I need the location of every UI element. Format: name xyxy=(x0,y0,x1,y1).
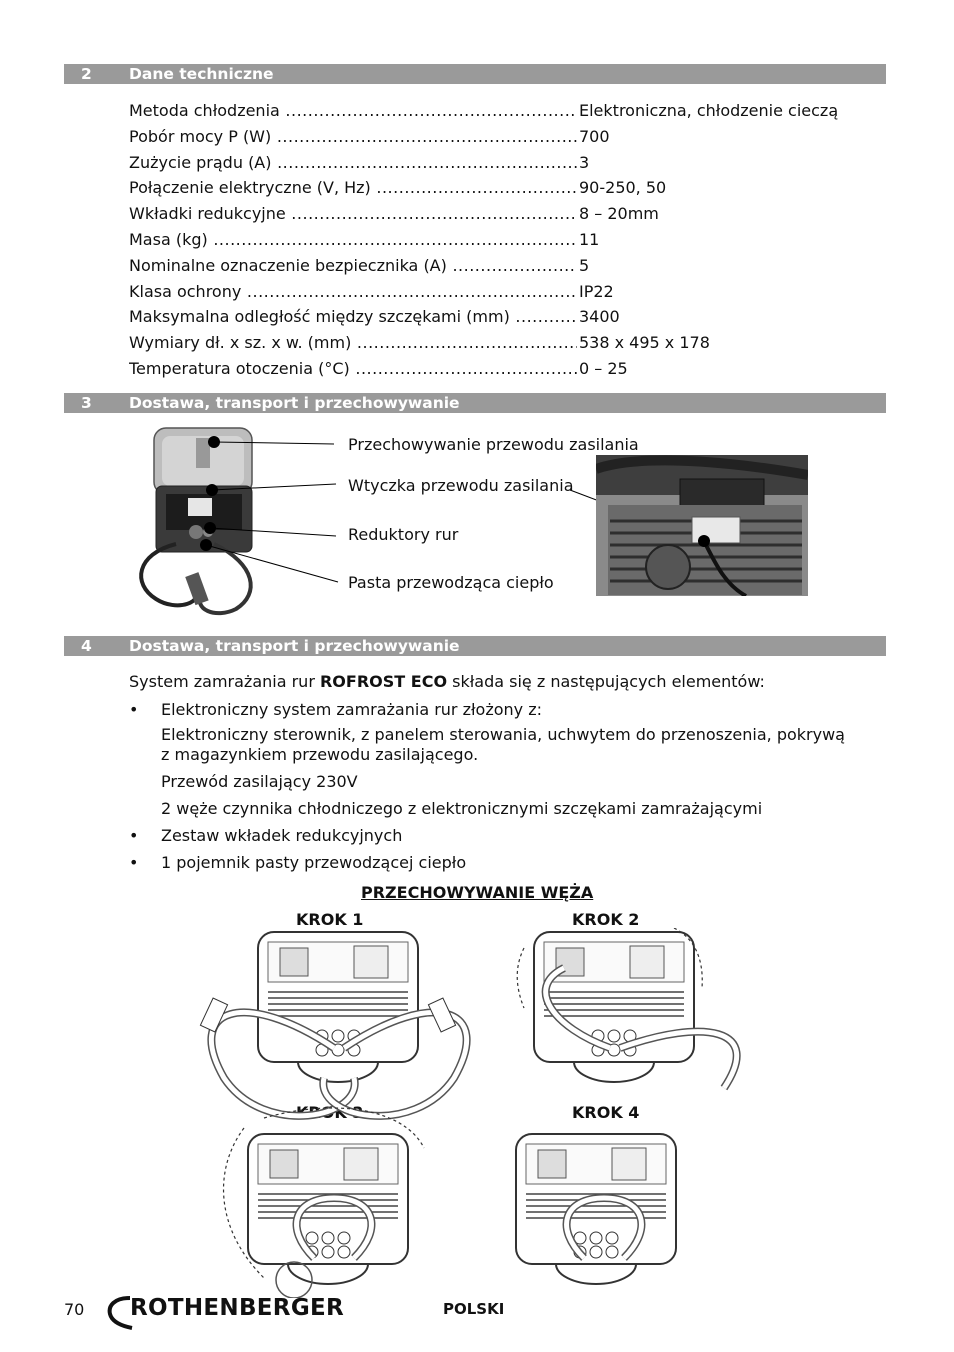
spec-value: 3400 xyxy=(579,307,620,327)
product-name: ROFROST ECO xyxy=(319,672,448,691)
intro-text: składa się z następujących elementów: xyxy=(447,672,765,691)
section-title: Dostawa, transport i przechowywanie xyxy=(129,394,460,412)
step-label-2: KROK 2 xyxy=(572,910,640,929)
bullet-item: Elektroniczny system zamrażania rur złożony z: xyxy=(161,700,542,719)
brand-logo xyxy=(104,1292,354,1332)
section-number: 3 xyxy=(81,394,92,412)
section-number: 4 xyxy=(81,637,92,655)
callout-plug: Wtyczka przewodu zasilania xyxy=(348,476,574,495)
bullet-symbol: • xyxy=(129,853,139,872)
intro-paragraph xyxy=(129,672,765,692)
spec-value: 3 xyxy=(579,152,590,172)
step-label-1: KROK 1 xyxy=(296,910,364,929)
bullet-symbol: • xyxy=(129,826,139,845)
page-number: 70 xyxy=(64,1300,85,1319)
spec-label: Wkładki redukcyjne ..... xyxy=(129,201,577,227)
section-header-4 xyxy=(64,636,886,656)
spec-label: Temperatura otoczenia (°C) ..... xyxy=(129,356,577,382)
spec-value: Elektroniczna, chłodzenie cieczą xyxy=(579,101,839,120)
spec-value: 8 – 20mm xyxy=(579,204,659,224)
section-number: 2 xyxy=(81,65,92,83)
bullet-item: Zestaw wkładek redukcyjnych xyxy=(161,826,403,845)
plug-detail-photo xyxy=(596,455,808,596)
language-label: POLSKI xyxy=(443,1300,505,1318)
spec-label: Nominalne oznaczenie bezpiecznika (A) ..... xyxy=(129,253,577,279)
spec-value: 5 xyxy=(579,255,590,275)
step-label-3: KROK 3 xyxy=(296,1103,364,1122)
callout-lines xyxy=(0,0,954,640)
intro-text: System zamrażania rur xyxy=(129,672,320,691)
sub-item: Przewód zasilający 230V xyxy=(161,772,358,791)
step-label-4: KROK 4 xyxy=(572,1103,640,1122)
spec-value: 11 xyxy=(579,229,600,249)
section-title: Dostawa, transport i przechowywanie xyxy=(129,637,460,655)
spec-label: Pobór mocy P (W) ..... xyxy=(129,124,577,150)
brand-name: ROTHENBERGER xyxy=(130,1295,345,1321)
spec-value: 0 – 25 xyxy=(579,358,628,378)
spec-label: Metoda chłodzenia ..... xyxy=(129,98,577,124)
spec-value: IP22 xyxy=(579,281,614,301)
spec-label: Masa (kg) ..... xyxy=(129,227,577,253)
callout-cable-storage: Przechowywanie przewodu zasilania xyxy=(348,435,639,454)
spec-label: Klasa ochrony ..... xyxy=(129,279,577,305)
callout-paste: Pasta przewodząca ciepło xyxy=(348,573,554,592)
spec-label: Wymiary dł. x sz. x w. (mm) ..... xyxy=(129,330,577,356)
spec-value: 538 x 495 x 178 xyxy=(579,333,710,353)
storage-steps-diagram xyxy=(184,928,764,1298)
spec-value: 90-250, 50 xyxy=(579,178,667,198)
callout-reducers: Reduktory rur xyxy=(348,525,459,544)
sub-item: Elektroniczny sterownik, z panelem sterowania, uchwytem do przenoszenia, pokrywą z magazynkiem przewodu zasilającego. xyxy=(161,725,845,764)
storage-heading: PRZECHOWYWANIE WĘŻA xyxy=(361,883,594,902)
spec-value: 700 xyxy=(579,126,610,146)
bullet-item: 1 pojemnik pasty przewodzącej ciepło xyxy=(161,853,467,872)
sub-item: 2 węże czynnika chłodniczego z elektronicznymi szczękami zamrażającymi xyxy=(161,799,763,818)
spec-label: Połączenie elektryczne (V, Hz) ..... xyxy=(129,175,577,201)
bullet-symbol: • xyxy=(129,700,139,719)
spec-label: Maksymalna odległość między szczękami (mm) ..... xyxy=(129,304,577,330)
section-title: Dane techniczne xyxy=(129,65,274,83)
spec-label: Zużycie prądu (A) ..... xyxy=(129,150,577,176)
